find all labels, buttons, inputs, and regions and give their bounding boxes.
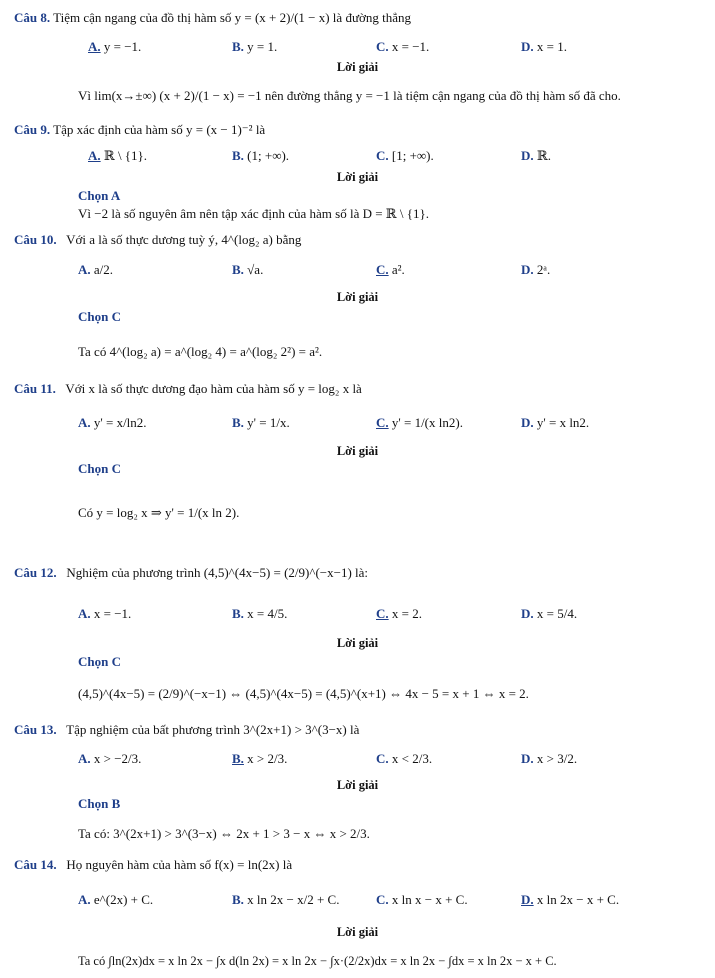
- question-stem: Họ nguyên hàm của hàm số f(x) = ln(2x) là: [66, 857, 293, 872]
- option-d: D. ℝ.: [521, 148, 551, 163]
- option-d: D. 2ᵃ.: [521, 262, 551, 277]
- solution-header: Lời giải: [336, 290, 379, 304]
- question-stem: Với a là số thực dương tuỳ ý, 4^(log₂ a) bằng: [66, 232, 302, 247]
- solution-text: Ta có: 3^(2x+1) > 3^(3−x) ⇔ 2x + 1 > 3 − x ⇔ x > 2/3.: [78, 826, 370, 841]
- question-number: Câu 13.: [14, 722, 57, 737]
- solution-header: Lời giải: [336, 925, 379, 939]
- question-stem: Tập nghiệm của bất phương trình 3^(2x+1) > 3^(3−x) là: [66, 722, 360, 737]
- option-b: B. x = 4/5.: [232, 606, 288, 621]
- solution-text: (4,5)^(4x−5) = (2/9)^(−x−1) ⇔ (4,5)^(4x−5) = (4,5)^(x+1) ⇔ 4x − 5 = x + 1 ⇔ x = 2.: [78, 686, 529, 701]
- option-c: C. [1; +∞).: [376, 148, 434, 163]
- question-14: [14, 857, 292, 873]
- question-stem: Với x là số thực dương đạo hàm của hàm số y = log₂ x là: [65, 381, 362, 396]
- option-a: A. a/2.: [78, 262, 114, 277]
- answer-choice: Chọn C: [78, 309, 121, 324]
- solution-header: Lời giải: [336, 778, 379, 792]
- question-number: Câu 9.: [14, 122, 51, 137]
- solution-text: Vì −2 là số nguyên âm nên tập xác định của hàm số là D = ℝ \ {1}.: [78, 206, 429, 221]
- option-a: A. y' = x/ln2.: [78, 415, 147, 430]
- option-d: D. x = 5/4.: [521, 606, 578, 621]
- solution-text: Ta có 4^(log₂ a) = a^(log₂ 4) = a^(log₂ 2²) = a².: [78, 344, 323, 359]
- option-b: B. y' = 1/x.: [232, 415, 290, 430]
- option-b: B. (1; +∞).: [232, 148, 290, 163]
- question-number: Câu 12.: [14, 565, 57, 580]
- option-a: A. x > −2/3.: [78, 751, 142, 766]
- option-d: D. y' = x ln2.: [521, 415, 590, 430]
- solution-header: Lời giải: [336, 60, 379, 74]
- solution-header: Lời giải: [336, 170, 379, 184]
- option-c: C. x < 2/3.: [376, 751, 433, 766]
- option-b: B. x ln 2x − x/2 + C.: [232, 892, 340, 907]
- option-c: C. x = 2.: [376, 606, 422, 621]
- option-d: D. x > 3/2.: [521, 751, 578, 766]
- answer-choice: Chọn A: [78, 188, 121, 203]
- question-11: [14, 381, 362, 397]
- question-9: [14, 122, 265, 138]
- answer-choice: Chọn C: [78, 461, 121, 476]
- option-b: B. y = 1.: [232, 39, 278, 54]
- option-a: A. ℝ \ {1}.: [88, 148, 148, 163]
- option-a: A. e^(2x) + C.: [78, 892, 154, 907]
- question-stem: Tiệm cận ngang của đồ thị hàm số y = (x + 2)/(1 − x) là đường thẳng: [53, 10, 411, 25]
- solution-text: Có y = log₂ x ⇒ y' = 1/(x ln 2).: [78, 505, 240, 520]
- question-number: Câu 8.: [14, 10, 51, 25]
- option-a: A. y = −1.: [88, 39, 142, 54]
- question-12: [14, 565, 368, 581]
- option-c: C. x = −1.: [376, 39, 430, 54]
- solution-header: Lời giải: [336, 444, 379, 458]
- option-d: D. x ln 2x − x + C.: [521, 892, 620, 907]
- question-number: Câu 10.: [14, 232, 57, 247]
- option-b: B. x > 2/3.: [232, 751, 288, 766]
- option-c: C. x ln x − x + C.: [376, 892, 468, 907]
- solution-header: Lời giải: [336, 636, 379, 650]
- answer-choice: Chọn C: [78, 654, 121, 669]
- option-c: C. a².: [376, 262, 405, 277]
- option-b: B. √a.: [232, 262, 264, 277]
- question-number: Câu 14.: [14, 857, 57, 872]
- option-a: A. x = −1.: [78, 606, 132, 621]
- question-number: Câu 11.: [14, 381, 56, 396]
- option-c: C. y' = 1/(x ln2).: [376, 415, 463, 430]
- question-stem: Tập xác định của hàm số y = (x − 1)⁻² là: [53, 122, 266, 137]
- question-stem: Nghiệm của phương trình (4,5)^(4x−5) = (2/9)^(−x−1) là:: [66, 565, 369, 580]
- solution-text: Ta có ∫ln(2x)dx = x ln 2x − ∫x d(ln 2x) = x ln 2x − ∫x·(2/2x)dx = x ln 2x − ∫dx = x ln 2x − x + C.: [78, 954, 557, 968]
- option-d: D. x = 1.: [521, 39, 567, 54]
- question-13: [14, 722, 359, 738]
- question-8: [14, 10, 411, 26]
- question-10: [14, 232, 301, 248]
- answer-choice: Chọn B: [78, 796, 121, 811]
- solution-text: Vì lim(x→±∞) (x + 2)/(1 − x) = −1 nên đường thẳng y = −1 là tiệm cận ngang của đồ thị hàm số đã cho.: [78, 88, 621, 103]
